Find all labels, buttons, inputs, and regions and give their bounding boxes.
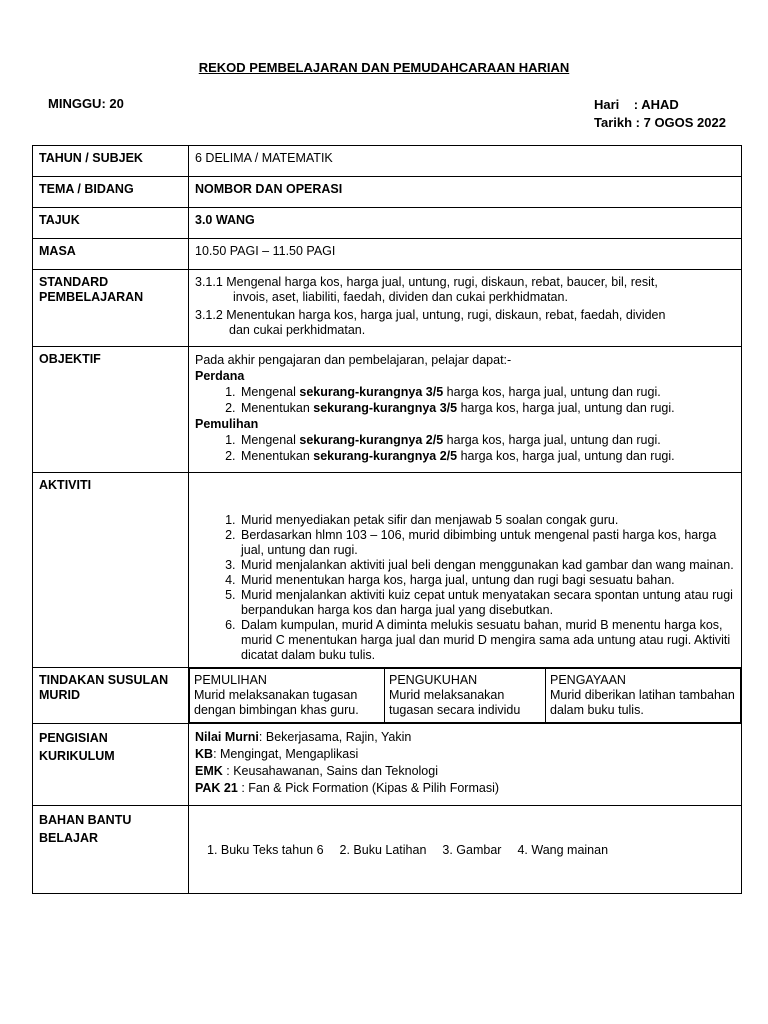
list-item: 2. Menentukan sekurang-kurangnya 2/5 harga kos, harga jual, untung dan rugi.: [239, 448, 735, 464]
pengisian-line: PAK 21 : Fan & Pick Formation (Kipas & Pilih Formasi): [195, 781, 500, 795]
label-tajuk: TAJUK: [33, 208, 189, 239]
row-tema: [33, 177, 742, 208]
row-objektif: [33, 347, 742, 473]
list-item: 3. Murid menjalankan aktiviti jual beli dengan menggunakan kad gambar dan wang mainan.: [239, 558, 735, 573]
week-label: MINGGU: 20: [48, 96, 124, 111]
row-tindakan: [33, 668, 742, 724]
day-label: Hari : AHAD: [594, 97, 679, 112]
list-item: 1. Buku Teks tahun 6: [207, 843, 324, 857]
tindakan-subtable: [189, 668, 741, 723]
value-objektif: [189, 347, 742, 473]
row-pengisian: [33, 724, 742, 806]
value-aktiviti: [189, 473, 742, 668]
label-masa: MASA: [33, 239, 189, 270]
list-item: 4. Murid menentukan harga kos, harga jual, untung dan rugi bagi sesuatu bahan.: [239, 573, 735, 588]
label-tema: TEMA / BIDANG: [33, 177, 189, 208]
standard-item-cont: dan cukai perkhidmatan.: [229, 323, 366, 337]
list-item: 6. Dalam kumpulan, murid A diminta melukis sesuatu bahan, murid B menentu harga kos, murid C menentukan harga jual dan murid D mengira sama ada untung atau rugi. Aktiviti dicatat dalam buku tulis.: [239, 618, 735, 663]
row-tahun: [33, 146, 742, 177]
objektif-intro: Pada akhir pengajaran dan pembelajaran, pelajar dapat:-: [195, 353, 512, 367]
tindakan-pengukuhan: PENGUKUHAN Murid melaksanakan tugasan secara individu: [385, 669, 546, 723]
list-item: 2. Buku Latihan: [339, 843, 427, 857]
pemulihan-list: [195, 432, 735, 464]
tindakan-pemulihan: PEMULIHAN Murid melaksanakan tugasan dengan bimbingan khas guru.: [190, 669, 385, 723]
label-aktiviti: AKTIVITI: [33, 473, 189, 668]
value-tajuk: 3.0 WANG: [189, 208, 742, 239]
label-bahan: BAHAN BANTU BELAJAR: [33, 806, 189, 894]
list-item: 1. Mengenal sekurang-kurangnya 2/5 harga kos, harga jual, untung dan rugi.: [239, 432, 735, 448]
list-item: 5. Murid menjalankan aktiviti kuiz cepat untuk menyatakan secara spontan untung atau rugi berpandukan harga kos dan harga jual yang disebutkan.: [239, 588, 735, 618]
pengisian-line: KB: Mengingat, Mengaplikasi: [195, 747, 359, 761]
label-standard: STANDARD PEMBELAJARAN: [33, 270, 189, 347]
date-block: [594, 96, 726, 132]
lesson-table: [32, 145, 742, 894]
value-standard: [189, 270, 742, 347]
value-masa: 10.50 PAGI – 11.50 PAGI: [189, 239, 742, 270]
label-pengisian: PENGISIAN KURIKULUM: [33, 724, 189, 806]
value-pengisian: [189, 724, 742, 806]
label-objektif: OBJEKTIF: [33, 347, 189, 473]
aktiviti-list: [195, 513, 735, 663]
bahan-list: [195, 843, 735, 858]
value-tahun: 6 DELIMA / MATEMATIK: [189, 146, 742, 177]
label-tahun: TAHUN / SUBJEK: [33, 146, 189, 177]
date-label: Tarikh : 7 OGOS 2022: [594, 115, 726, 130]
standard-item: 3.1.2 Menentukan harga kos, harga jual, untung, rugi, diskaun, rebat, faedah, dividen: [195, 308, 666, 322]
pemulihan-title: Pemulihan: [195, 417, 259, 431]
pengisian-line: EMK : Keusahawanan, Sains dan Teknologi: [195, 764, 438, 778]
perdana-title: Perdana: [195, 369, 245, 383]
row-masa: [33, 239, 742, 270]
row-bahan: [33, 806, 742, 894]
label-tindakan: TINDAKAN SUSULAN MURID: [33, 668, 189, 724]
value-tema: NOMBOR DAN OPERASI: [189, 177, 742, 208]
list-item: 1. Mengenal sekurang-kurangnya 3/5 harga kos, harga jual, untung dan rugi.: [239, 384, 735, 400]
value-tindakan: [189, 668, 742, 724]
row-aktiviti: [33, 473, 742, 668]
tindakan-pengayaan: PENGAYAAN Murid diberikan latihan tambahan dalam buku tulis.: [546, 669, 741, 723]
list-item: 2. Menentukan sekurang-kurangnya 3/5 harga kos, harga jual, untung dan rugi.: [239, 400, 735, 416]
list-item: 4. Wang mainan: [517, 843, 609, 857]
perdana-list: [195, 384, 735, 416]
row-tajuk: [33, 208, 742, 239]
value-bahan: [189, 806, 742, 894]
row-standard: [33, 270, 742, 347]
list-item: 1. Murid menyediakan petak sifir dan menjawab 5 soalan congak guru.: [239, 513, 735, 528]
page-title: REKOD PEMBELAJARAN DAN PEMUDAHCARAAN HARIAN: [198, 60, 570, 75]
list-item: 3. Gambar: [442, 843, 502, 857]
standard-item-cont: invois, aset, liabiliti, faedah, dividen dan cukai perkhidmatan.: [233, 290, 568, 304]
list-item: 2. Berdasarkan hlmn 103 – 106, murid dibimbing untuk mengenal pasti harga kos, harga jual, untung dan rugi.: [239, 528, 735, 558]
standard-item: 3.1.1 Mengenal harga kos, harga jual, untung, rugi, diskaun, rebat, baucer, bil, resit,: [195, 275, 658, 289]
pengisian-line: Nilai Murni: Bekerjasama, Rajin, Yakin: [195, 730, 412, 744]
